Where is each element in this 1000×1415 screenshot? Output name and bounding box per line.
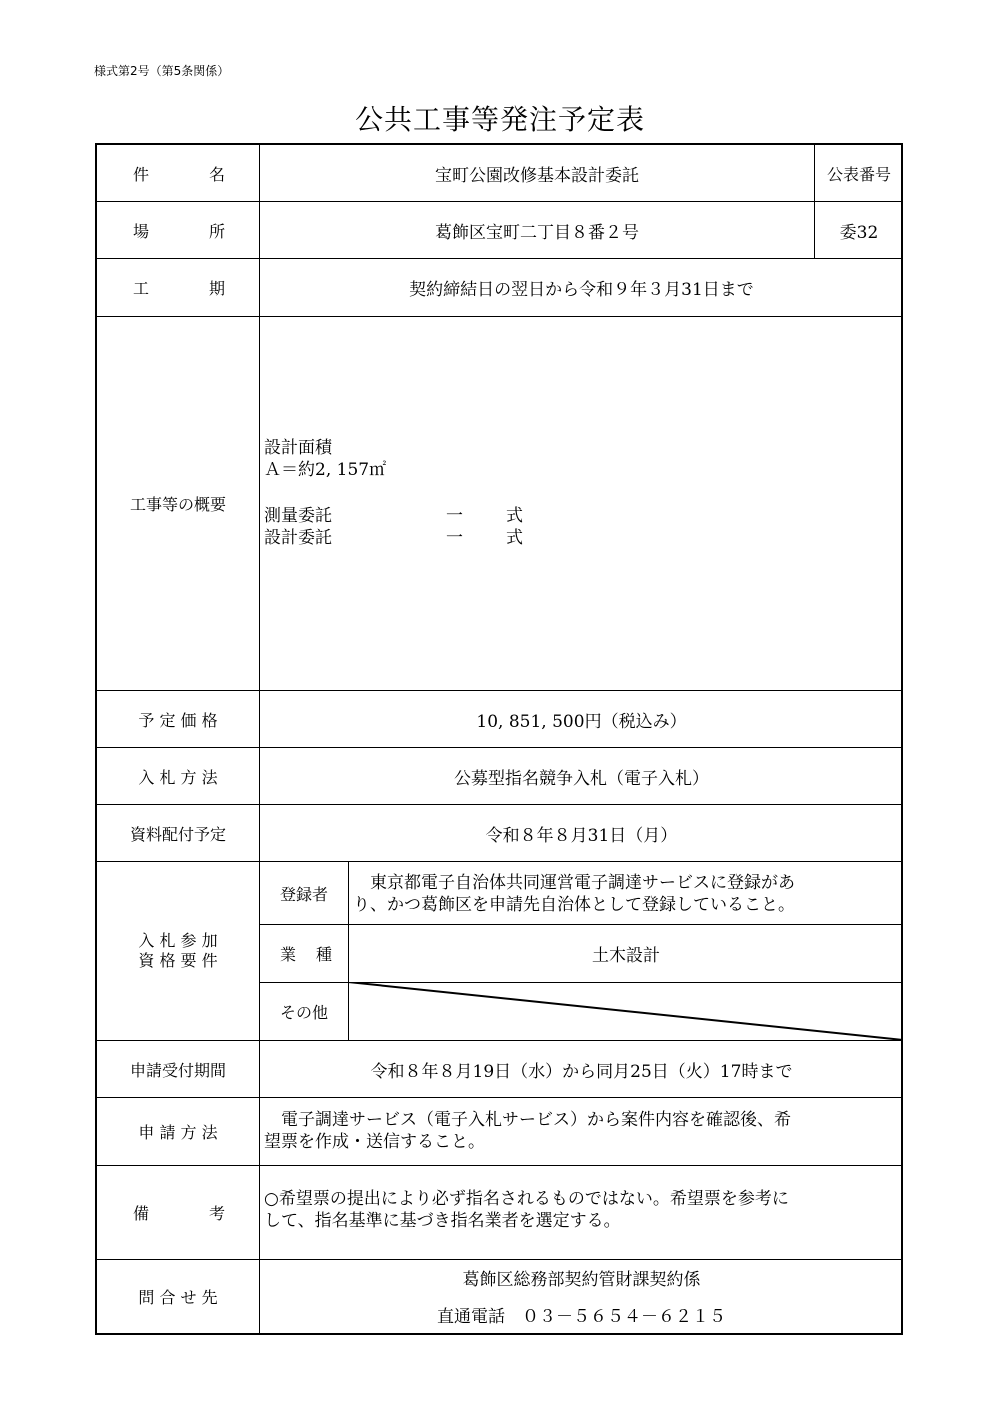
page-title: 公共工事等発注予定表 bbox=[354, 103, 645, 136]
value-publication-no: 委32 bbox=[839, 222, 879, 243]
value-shiryou-haifu: 令和８年８月31日（月） bbox=[485, 825, 678, 846]
label-kenmei-b: 名 bbox=[208, 164, 225, 184]
label-kouki bbox=[97, 259, 259, 316]
label-bikou-a: 備 bbox=[133, 1204, 150, 1223]
value-shinsei-kikan: 令和８年８月19日（水）から同月25日（火）17時まで bbox=[370, 1061, 793, 1082]
value-shinsei-houhou-line2: 望票を作成・送信すること。 bbox=[264, 1132, 485, 1152]
label-bikou bbox=[97, 1166, 259, 1259]
value-shinsei-houhou-line1: 電子調達サービス（電子入札サービス）から案件内容を確認後、希 bbox=[264, 1110, 791, 1130]
value-touroku-line1: 東京都電子自治体共同運営電子調達サービスに登録があ bbox=[353, 873, 795, 893]
label-gyoushu-b: 種 bbox=[315, 945, 332, 964]
value-gyoushu: 土木設計 bbox=[592, 946, 660, 966]
label-kenmei bbox=[97, 145, 259, 201]
label-basho bbox=[97, 202, 259, 258]
label-toiawase: 問 合 せ 先 bbox=[138, 1288, 218, 1307]
value-nyusatsu-houhou: 公募型指名競争入札（電子入札） bbox=[454, 768, 709, 789]
label-nyusatsu-houhou: 入 札 方 法 bbox=[138, 767, 218, 787]
label-gyoushu bbox=[260, 925, 348, 982]
value-yotei-kakaku: 10, 851, 500円（税込み） bbox=[476, 711, 687, 732]
label-sanka-shikaku bbox=[97, 862, 259, 1040]
form-number: 様式第2号（第5条関係） bbox=[94, 64, 230, 78]
label-kenmei-a: 件 bbox=[133, 164, 150, 184]
label-publication-no: 公表番号 bbox=[826, 164, 891, 184]
value-basho: 葛飾区宝町二丁目８番２号 bbox=[435, 222, 639, 243]
value-touroku-line2: り、かつ葛飾区を申請先自治体として登録していること。 bbox=[353, 895, 795, 915]
value-kenmei: 宝町公園改修基本設計委託 bbox=[435, 165, 639, 186]
value-toiawase-phone: 直通電話 ０３－５６５４－６２１５ bbox=[437, 1306, 726, 1327]
gaiyou-item-name: 測量委託 bbox=[264, 506, 332, 526]
value-toiawase-dept: 葛飾区総務部契約管財課契約係 bbox=[462, 1269, 701, 1290]
label-yotei-kakaku: 予 定 価 格 bbox=[138, 710, 218, 730]
label-shiryou-haifu: 資料配付予定 bbox=[129, 824, 226, 844]
label-sonota: その他 bbox=[279, 1003, 328, 1022]
label-sanka-shikaku-line1: 入 札 参 加 bbox=[138, 931, 218, 950]
value-bikou-line2: して、指名基準に基づき指名業者を選定する。 bbox=[264, 1211, 621, 1231]
diagonal-strike bbox=[348, 982, 903, 1040]
label-sanka-shikaku-line2: 資 格 要 件 bbox=[138, 951, 218, 970]
label-basho-a: 場 bbox=[133, 221, 150, 241]
gaiyou-item-qty: 一 bbox=[446, 528, 463, 548]
gaiyou-item-name: 設計委託 bbox=[264, 528, 332, 548]
label-shinsei-houhou: 申 請 方 法 bbox=[138, 1123, 218, 1142]
label-basho-b: 所 bbox=[208, 221, 225, 241]
gaiyou-item-unit: 式 bbox=[506, 528, 523, 548]
gaiyou-area-value: Ａ＝約2, 157㎡ bbox=[264, 460, 387, 480]
gaiyou-item-unit: 式 bbox=[506, 506, 523, 526]
value-kouki: 契約締結日の翌日から令和９年３月31日まで bbox=[409, 280, 754, 300]
gaiyou-item-qty: 一 bbox=[446, 506, 463, 526]
label-touroku: 登録者 bbox=[279, 884, 328, 904]
label-kouki-a: 工 bbox=[133, 279, 150, 298]
gaiyou-area-label: 設計面積 bbox=[264, 438, 332, 458]
label-bikou-b: 考 bbox=[208, 1204, 225, 1223]
value-bikou-line1: ○希望票の提出により必ず指名されるものではない。希望票を参考に bbox=[264, 1189, 789, 1209]
label-kouki-b: 期 bbox=[208, 279, 225, 298]
label-gaiyou: 工事等の概要 bbox=[129, 495, 226, 514]
label-gyoushu-a: 業 bbox=[280, 945, 297, 964]
label-shinsei-kikan: 申請受付期間 bbox=[129, 1060, 226, 1080]
